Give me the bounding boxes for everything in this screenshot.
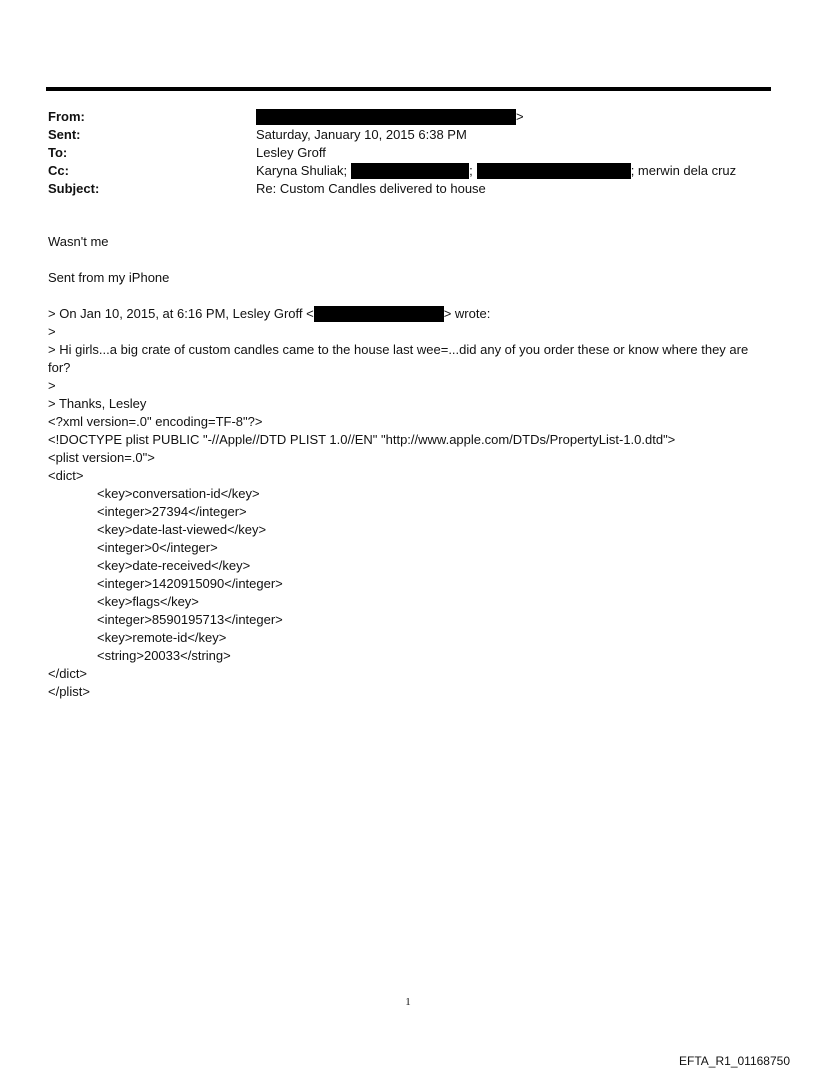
subject-label: Subject: xyxy=(48,181,100,196)
doctype-line: <!DOCTYPE plist PUBLIC "-//Apple//DTD PLIST 1.0//EN" "http://www.apple.com/DTDs/PropertyList-1.0.dtd"> xyxy=(48,432,676,447)
redaction-box xyxy=(314,306,444,322)
from-suffix: > xyxy=(516,109,524,124)
document-id: EFTA_R1_01168750 xyxy=(679,1054,790,1068)
redaction-box xyxy=(351,163,469,179)
redaction-box xyxy=(477,163,631,179)
from-value xyxy=(256,108,524,126)
plist-line: <string>20033</string> xyxy=(97,648,231,663)
plist-line: <key>date-last-viewed</key> xyxy=(97,522,267,537)
dict-close: </dict> xyxy=(48,666,88,681)
header-rule xyxy=(46,87,771,91)
reply-text: Wasn't me xyxy=(48,234,109,249)
plist-line: <integer>1420915090</integer> xyxy=(97,576,283,591)
signature-text: Sent from my iPhone xyxy=(48,270,170,285)
quote-intro xyxy=(48,305,490,323)
plist-line: <key>date-received</key> xyxy=(97,558,251,573)
cc-last: ; merwin dela cruz xyxy=(630,163,737,178)
plist-line: <key>flags</key> xyxy=(97,594,199,609)
quote-message: > Hi girls...a big crate of custom candles came to the house last wee=...did any of you order these or know where they are for? xyxy=(48,342,749,375)
plist-line: <key>remote-id</key> xyxy=(97,630,227,645)
plist-line: <integer>8590195713</integer> xyxy=(97,612,283,627)
quote-signoff: > Thanks, Lesley xyxy=(48,396,147,411)
cc-value xyxy=(256,162,736,180)
to-label: To: xyxy=(48,145,68,160)
plist-line: <integer>27394</integer> xyxy=(97,504,247,519)
xml-declaration: <?xml version=.0" encoding=TF-8"?> xyxy=(48,414,263,429)
subject-value: Re: Custom Candles delivered to house xyxy=(256,181,486,196)
plist-open: <plist version=.0"> xyxy=(48,450,155,465)
quote-line: > xyxy=(48,378,56,393)
quote-line: > xyxy=(48,324,56,339)
to-value: Lesley Groff xyxy=(256,145,326,160)
quote-intro-suffix: > wrote: xyxy=(443,306,491,321)
quote-intro-prefix: > On Jan 10, 2015, at 6:16 PM, Lesley Groff < xyxy=(48,306,314,321)
from-label: From: xyxy=(48,109,85,124)
page-number: 1 xyxy=(405,996,411,1008)
sent-label: Sent: xyxy=(48,127,81,142)
cc-label: Cc: xyxy=(48,163,69,178)
sent-value: Saturday, January 10, 2015 6:38 PM xyxy=(256,127,467,142)
redaction-box xyxy=(256,109,516,125)
dict-open: <dict> xyxy=(48,468,84,483)
cc-first: Karyna Shuliak; xyxy=(256,163,348,178)
cc-separator: ; xyxy=(469,163,473,178)
plist-line: <key>conversation-id</key> xyxy=(97,486,260,501)
plist-close: </plist> xyxy=(48,684,90,699)
plist-line: <integer>0</integer> xyxy=(97,540,218,555)
